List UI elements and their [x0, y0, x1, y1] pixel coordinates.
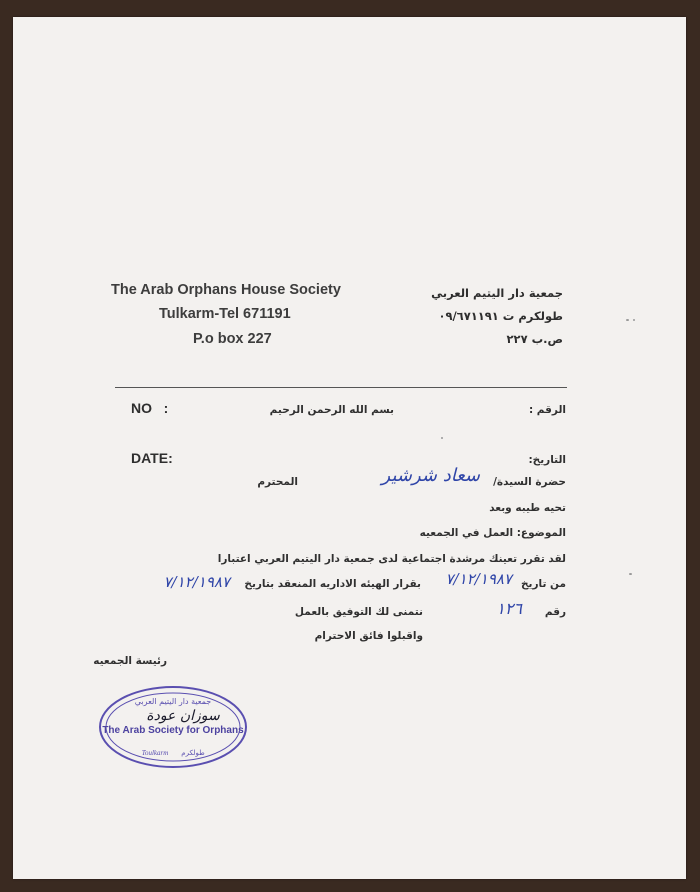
org-pobox-ar: ص.ب ٢٢٧	[506, 332, 563, 346]
stamp-graphic	[97, 684, 249, 770]
org-pobox-en: P.o box 227	[193, 331, 272, 347]
start-date-handwritten: ٧/١٢/١٩٨٧	[445, 570, 512, 588]
date-label-ar: التاريخ:	[528, 454, 566, 466]
number-label-ar: الرقم :	[528, 404, 566, 416]
header-divider	[115, 387, 567, 388]
society-stamp	[97, 684, 249, 770]
respected-title: المحترم	[257, 476, 298, 488]
addressee-name-handwritten: سعاد شرشير	[381, 465, 480, 486]
stamp-english-text: The Arab Society for Orphans	[102, 725, 244, 736]
handwritten-signature: سوزان عودة	[146, 708, 220, 724]
body-line-2-mid: بقرار الهيئه الاداريه المنعقد بتاريخ	[244, 578, 421, 590]
org-name-en: The Arab Orphans House Society	[111, 282, 341, 298]
closing-line: واقبلوا فائق الاحترام	[314, 630, 423, 642]
subject-line: الموضوع: العمل في الجمعيه	[419, 527, 566, 539]
date-label-en: DATE:	[131, 450, 173, 466]
stamp-arabic-text: جمعية دار اليتيم العربي	[134, 697, 212, 706]
body-line-1: لقد تقرر تعينك مرشدة اجتماعية لدى جمعية دار اليتيم العربي اعتبارا	[217, 553, 566, 565]
org-city-tel-ar: طولكرم ت ٠٩/٦٧١١٩١	[438, 309, 563, 323]
number-label-en: NO :	[131, 400, 169, 416]
greeting: تحيه طيبه وبعد	[489, 502, 566, 514]
basmala: بسم الله الرحمن الرحيم	[269, 404, 394, 416]
stamp-city-ar: طولكرم	[181, 749, 205, 757]
stamp-city-en: Toulkarm	[141, 749, 169, 757]
addressee-prefix: حضرة السيدة/	[493, 476, 566, 488]
scan-speck	[633, 319, 635, 321]
wish-line: نتمنى لك التوفيق بالعمل	[294, 606, 423, 618]
decision-number-handwritten: ١٢٦	[496, 599, 522, 618]
scan-speck	[441, 437, 443, 439]
org-city-tel-en: Tulkarm-Tel 671191	[159, 306, 291, 322]
signatory-title: رئيسة الجمعيه	[93, 655, 167, 667]
decision-date-handwritten: ٧/١٢/١٩٨٧	[163, 573, 230, 591]
body-line-2-start: من تاريخ	[520, 578, 566, 590]
org-name-ar: جمعية دار اليتيم العربي	[431, 286, 563, 300]
scan-speck	[629, 573, 632, 575]
scan-speck	[626, 319, 629, 321]
letter-page	[13, 17, 686, 879]
number-label: رقم	[544, 606, 566, 618]
